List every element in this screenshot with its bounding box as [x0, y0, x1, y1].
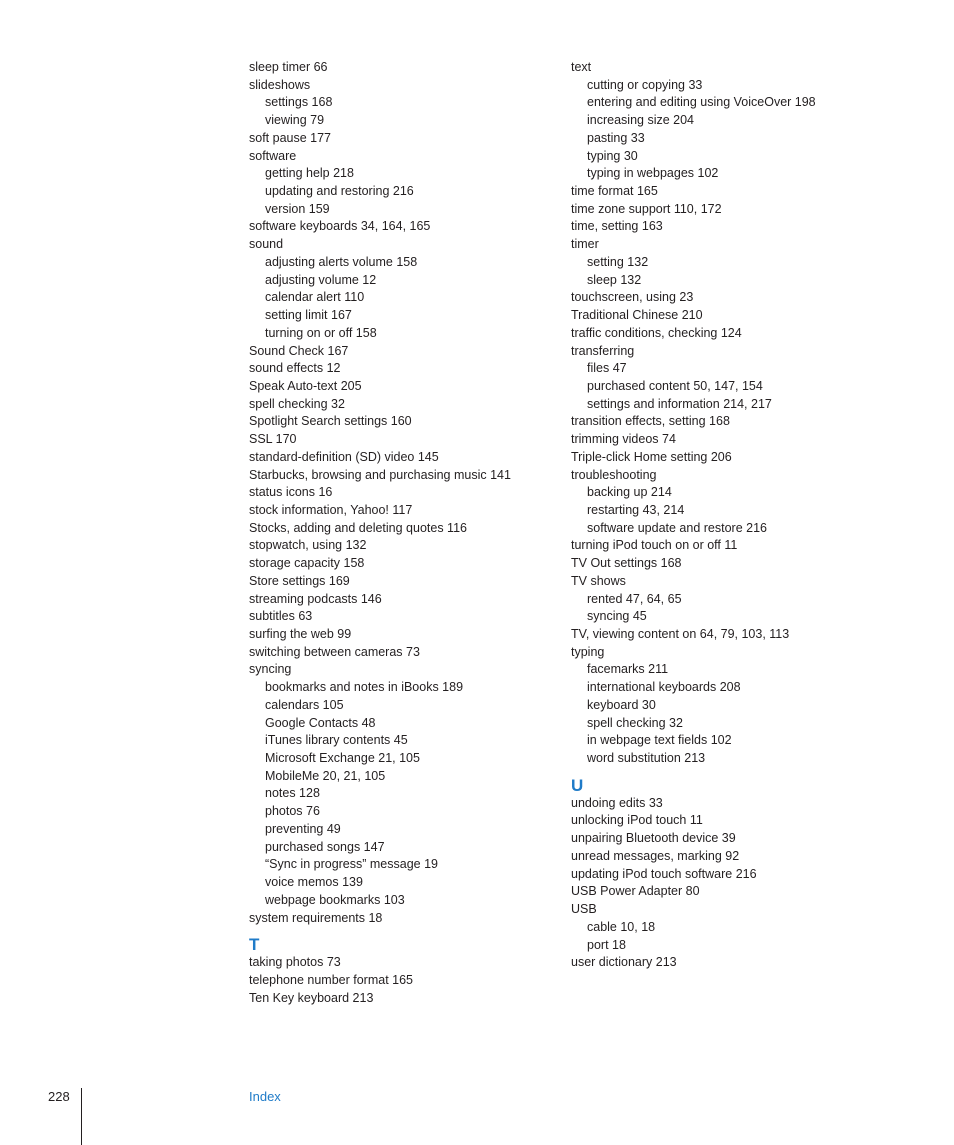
- index-entry: transition effects, setting 168: [571, 414, 730, 429]
- index-subentry: MobileMe 20, 21, 105: [265, 768, 386, 783]
- index-subentry: “Sync in progress” message 19: [265, 857, 438, 872]
- index-subentry: restarting 43, 214: [587, 502, 685, 517]
- index-subentry: Google Contacts 48: [265, 715, 376, 730]
- index-subentry: settings and information 214, 217: [587, 396, 772, 411]
- index-entry: streaming podcasts 146: [249, 591, 382, 606]
- index-entry: undoing edits 33: [571, 795, 663, 810]
- index-entry: syncing: [249, 662, 292, 677]
- index-subentry: pasting 33: [587, 130, 645, 145]
- index-entry: telephone number format 165: [249, 972, 413, 987]
- index-entry: spell checking 32: [249, 396, 345, 411]
- index-entry: Ten Key keyboard 213: [249, 990, 374, 1005]
- index-entry: standard-definition (SD) video 145: [249, 449, 439, 464]
- index-subentry: notes 128: [265, 786, 320, 801]
- index-subentry: setting 132: [587, 254, 649, 269]
- index-entry: sound effects 12: [249, 361, 341, 376]
- index-entry: touchscreen, using 23: [571, 290, 694, 305]
- index-subentry: turning on or off 158: [265, 325, 377, 340]
- index-entry: soft pause 177: [249, 130, 332, 145]
- index-entry: unpairing Bluetooth device 39: [571, 831, 736, 846]
- index-entry: time, setting 163: [571, 219, 663, 234]
- index-entry: USB Power Adapter 80: [571, 884, 700, 899]
- index-entry: timer: [571, 237, 599, 252]
- index-entry: TV Out settings 168: [571, 556, 682, 571]
- index-subentry: increasing size 204: [587, 113, 695, 128]
- index-subentry: entering and editing using VoiceOver 198: [587, 95, 816, 110]
- index-entry: time format 165: [571, 184, 658, 199]
- index-entry: traffic conditions, checking 124: [571, 325, 742, 340]
- index-subentry: photos 76: [265, 804, 320, 819]
- index-subentry: syncing 45: [587, 609, 647, 624]
- index-entry: sound: [249, 237, 284, 252]
- index-entry: transferring: [571, 343, 635, 358]
- index-entry: TV shows: [571, 573, 626, 588]
- index-entry: sleep timer 66: [249, 60, 328, 74]
- index-subentry: bookmarks and notes in iBooks 189: [265, 680, 464, 695]
- index-subentry: spell checking 32: [587, 715, 683, 730]
- index-subentry: rented 47, 64, 65: [587, 591, 682, 606]
- index-entry: unread messages, marking 92: [571, 848, 740, 863]
- index-entry: subtitles 63: [249, 609, 313, 624]
- index-subentry: calendar alert 110: [265, 290, 365, 305]
- index-entry: slideshows: [249, 77, 311, 92]
- index-entry: updating iPod touch software 216: [571, 866, 757, 881]
- index-entry: SSL 170: [249, 432, 297, 447]
- footer-divider: [81, 1088, 82, 1145]
- index-entry: USB: [571, 902, 597, 917]
- index-entry: surfing the web 99: [249, 627, 352, 641]
- index-entry: Starbucks, browsing and purchasing music 141: [249, 467, 511, 482]
- index-subentry: updating and restoring 216: [265, 184, 414, 199]
- index-subentry: cutting or copying 33: [587, 77, 703, 92]
- index-entry: Triple-click Home setting 206: [571, 449, 732, 464]
- index-subentry: international keyboards 208: [587, 680, 741, 695]
- index-entry: Spotlight Search settings 160: [249, 414, 412, 429]
- index-subentry: word substitution 213: [587, 751, 706, 766]
- index-entry: troubleshooting: [571, 467, 657, 482]
- index-entry: software: [249, 148, 297, 163]
- index-entry: switching between cameras 73: [249, 644, 420, 659]
- index-subentry: software update and restore 216: [587, 520, 767, 535]
- index-subentry: viewing 79: [265, 113, 325, 128]
- footer-section-label: Index: [249, 1089, 281, 1104]
- index-subentry: facemarks 211: [587, 662, 669, 677]
- index-subentry: calendars 105: [265, 697, 344, 712]
- index-column-left: [249, 59, 511, 1007]
- index-subentry: iTunes library contents 45: [265, 733, 408, 748]
- index-entry: stopwatch, using 132: [249, 538, 367, 553]
- index-entry: Traditional Chinese 210: [571, 308, 703, 323]
- index-subentry: setting limit 167: [265, 308, 352, 323]
- index-entry: Stocks, adding and deleting quotes 116: [249, 520, 467, 535]
- index-subentry: port 18: [587, 937, 626, 952]
- index-subentry: typing 30: [587, 148, 638, 163]
- index-subentry: purchased songs 147: [265, 839, 385, 854]
- index-entry: unlocking iPod touch 11: [571, 813, 703, 828]
- index-entry: time zone support 110, 172: [571, 201, 722, 216]
- index-subentry: settings 168: [265, 95, 333, 110]
- index-entry: TV, viewing content on 64, 79, 103, 113: [571, 627, 790, 641]
- index-entry: trimming videos 74: [571, 432, 676, 447]
- index-entry: typing: [571, 644, 605, 659]
- index-letter-heading: U: [571, 775, 584, 795]
- index-subentry: version 159: [265, 201, 330, 216]
- index-entry: turning iPod touch on or off 11: [571, 538, 738, 553]
- index-subentry: in webpage text fields 102: [587, 733, 732, 748]
- index-subentry: sleep 132: [587, 272, 642, 287]
- index-entry: software keyboards 34, 164, 165: [249, 219, 431, 234]
- index-subentry: adjusting alerts volume 158: [265, 254, 418, 269]
- index-entry: stock information, Yahoo! 117: [249, 502, 413, 517]
- index-subentry: Microsoft Exchange 21, 105: [265, 751, 420, 766]
- index-subentry: webpage bookmarks 103: [265, 892, 405, 907]
- index-subentry: typing in webpages 102: [587, 166, 719, 181]
- index-entry: Store settings 169: [249, 573, 350, 588]
- index-entry: system requirements 18: [249, 910, 383, 925]
- page-number: 228: [48, 1089, 70, 1104]
- index-subentry: cable 10, 18: [587, 919, 656, 934]
- index-column-right: [571, 59, 816, 972]
- index-entry: taking photos 73: [249, 955, 341, 970]
- index-entry: status icons 16: [249, 485, 333, 500]
- index-subentry: keyboard 30: [587, 697, 656, 712]
- index-subentry: preventing 49: [265, 821, 341, 836]
- index-entry: Sound Check 167: [249, 343, 349, 358]
- index-letter-heading: T: [249, 935, 260, 955]
- index-entry: text: [571, 60, 592, 74]
- index-entry: user dictionary 213: [571, 955, 677, 970]
- index-subentry: getting help 218: [265, 166, 354, 181]
- index-entry: Speak Auto-text 205: [249, 378, 362, 393]
- index-subentry: purchased content 50, 147, 154: [587, 378, 763, 393]
- index-subentry: voice memos 139: [265, 875, 363, 890]
- index-subentry: backing up 214: [587, 485, 672, 500]
- index-subentry: adjusting volume 12: [265, 272, 377, 287]
- index-entry: storage capacity 158: [249, 556, 365, 571]
- index-subentry: files 47: [587, 361, 627, 376]
